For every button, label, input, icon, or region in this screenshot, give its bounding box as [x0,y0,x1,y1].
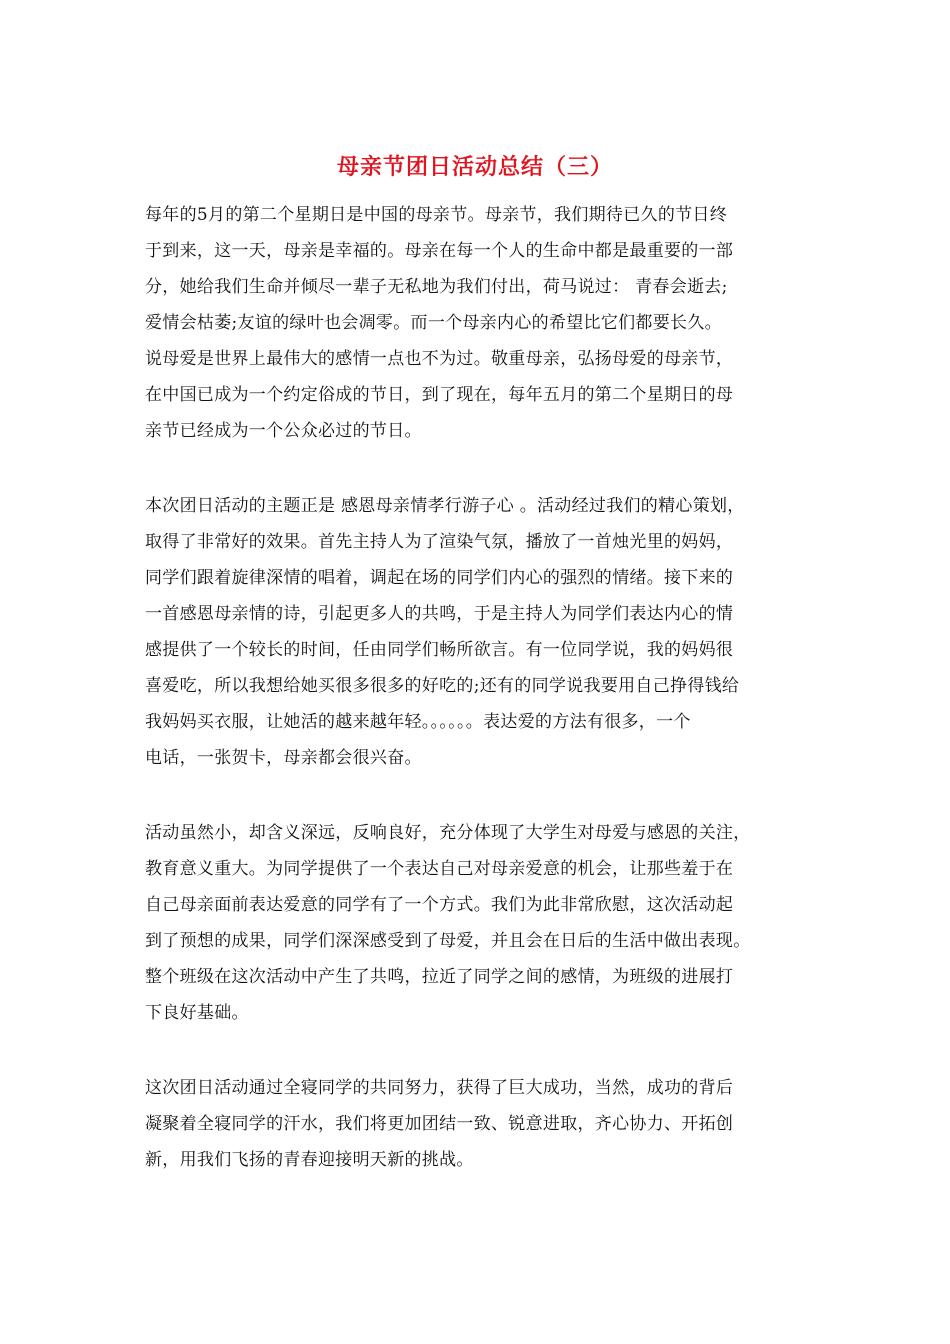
paragraph-3-line: 到了预想的成果，同学们深深感受到了母爱，并且会在日后的生活中做出表现。 [145,931,751,951]
paragraph-3-line: 整个班级在这次活动中产生了共鸣，拉近了同学之间的感情，为班级的进展打 [145,967,734,987]
paragraph-2-line: 感提供了一个较长的时间，任由同学们畅所欲言。有一位同学说，我的妈妈很 [145,640,734,660]
paragraph-2-line: 本次团日活动的主题正是 感恩母亲情孝行游子心 。活动经过我们的精心策划， [145,496,745,516]
document-title: 母亲节团日活动总结（三） [336,154,613,180]
paragraph-1-line: 在中国已成为一个约定俗成的节日，到了现在，每年五月的第二个星期日的母 [145,385,734,405]
paragraph-1-line: 于到来，这一天，母亲是幸福的。母亲在每一个人的生命中都是最重要的一部 [145,241,734,261]
paragraph-1-line: 说母爱是世界上最伟大的感情一点也不为过。敬重母亲，弘扬母爱的母亲节， [145,349,734,369]
paragraph-4-line: 这次团日活动通过全寝同学的共同努力，获得了巨大成功，当然，成功的背后 [145,1078,734,1098]
paragraph-3-line: 活动虽然小，却含义深远，反响良好，充分体现了大学生对母爱与感恩的关注， [145,823,751,843]
paragraph-1-line: 分，她给我们生命并倾尽一辈子无私地为我们付出，荷马说过： 青春会逝去; [145,277,728,297]
paragraph-3-line: 自己母亲面前表达爱意的同学有了一个方式。我们为此非常欣慰，这次活动起 [145,895,734,915]
paragraph-2-line: 一首感恩母亲情的诗，引起更多人的共鸣，于是主持人为同学们表达内心的情 [145,604,734,624]
paragraph-4-line: 凝聚着全寝同学的汗水，我们将更加团结一致、锐意进取，齐心协力、开拓创 [145,1114,734,1134]
paragraph-1-line: 爱情会枯萎;友谊的绿叶也会凋零。而一个母亲内心的希望比它们都要长久。 [145,313,722,333]
paragraph-3-line: 教育意义重大。为同学提供了一个表达自己对母亲爱意的机会，让那些羞于在 [145,859,734,879]
paragraph-1-line: 亲节已经成为一个公众必过的节日。 [145,421,422,441]
paragraph-3-line: 下良好基础。 [145,1003,249,1023]
paragraph-2-line: 电话，一张贺卡，母亲都会很兴奋。 [145,748,422,768]
paragraph-2-line: 喜爱吃，所以我想给她买很多很多的好吃的;还有的同学说我要用自己挣得钱给 [145,676,740,696]
paragraph-2-line: 同学们跟着旋律深情的唱着，调起在场的同学们内心的强烈的情绪。接下来的 [145,568,734,588]
paragraph-4-line: 新，用我们飞扬的青春迎接明天新的挑战。 [145,1150,474,1170]
paragraph-2-line: 取得了非常好的效果。首先主持人为了渲染气氛，播放了一首烛光里的妈妈， [145,532,734,552]
paragraph-2-line: 我妈妈买衣服，让她活的越来越年轻。。。。。。表达爱的方法有很多，一个 [145,712,691,732]
paragraph-1-line: 每年的5月的第二个星期日是中国的母亲节。母亲节，我们期待已久的节日终 [145,205,728,225]
